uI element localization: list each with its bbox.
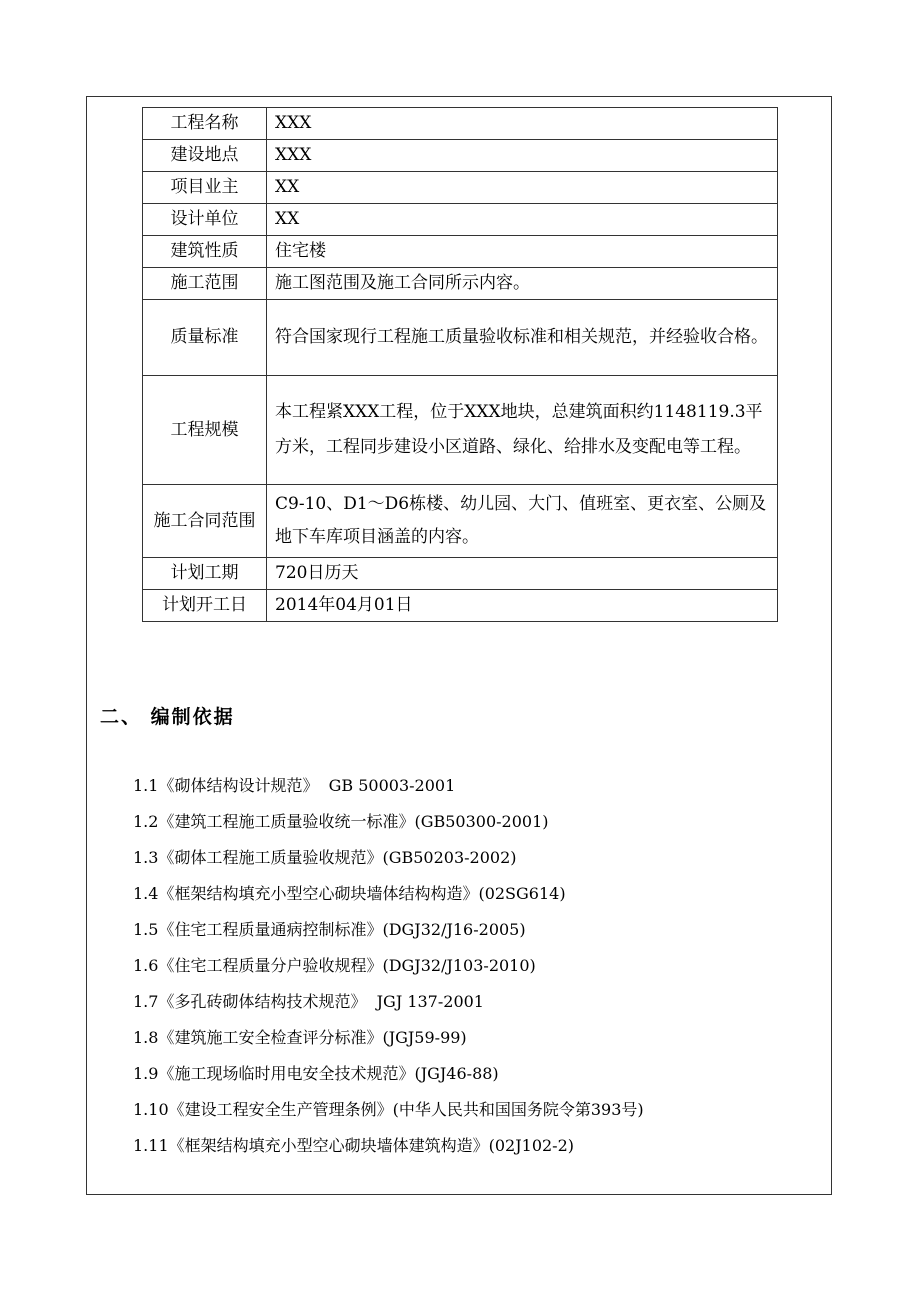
list-item: 1.4《框架结构填充小型空心砌块墙体结构构造》(02SG614) [133, 884, 566, 903]
project-info-table [142, 107, 778, 622]
table-row [143, 300, 778, 376]
row-label: 建筑性质 [143, 236, 267, 268]
table-row [143, 485, 778, 558]
row-label: 工程名称 [143, 108, 267, 140]
list-item: 1.9《施工现场临时用电安全技术规范》(JGJ46-88) [133, 1064, 499, 1083]
row-value: 符合国家现行工程施工质量验收标准和相关规范，并经验收合格。 [267, 300, 778, 376]
list-item: 1.3《砌体工程施工质量验收规范》(GB50203-2002) [133, 848, 517, 867]
row-label: 工程规模 [143, 376, 267, 485]
row-value: XX [267, 172, 778, 204]
table-row [143, 590, 778, 622]
list-item: 1.2《建筑工程施工质量验收统一标准》(GB50300-2001) [133, 812, 549, 831]
table-row [143, 236, 778, 268]
list-item: 1.5《住宅工程质量通病控制标准》(DGJ32/J16-2005) [133, 920, 526, 939]
table-row [143, 204, 778, 236]
list-item: 1.11《框架结构填充小型空心砌块墙体建筑构造》(02J102-2) [133, 1136, 575, 1155]
row-value: 本工程紧XXX工程，位于XXX地块，总建筑面积约1148119.3平方米，工程同步建设小区道路、绿化、给排水及变配电等工程。 [267, 376, 778, 485]
row-value: C9-10、D1～D6栋楼、幼儿园、大门、值班室、更衣室、公厕及地下车库项目涵盖的内容。 [267, 485, 778, 558]
row-label: 质量标准 [143, 300, 267, 376]
row-label: 计划工期 [143, 558, 267, 590]
row-label: 项目业主 [143, 172, 267, 204]
row-label: 施工合同范围 [143, 485, 267, 558]
row-value: XXX [267, 108, 778, 140]
table-row [143, 376, 778, 485]
row-value: 施工图范围及施工合同所示内容。 [267, 268, 778, 300]
table-row [143, 140, 778, 172]
table-row [143, 558, 778, 590]
list-item: 1.1《砌体结构设计规范》 GB 50003-2001 [133, 776, 456, 795]
row-value: XXX [267, 140, 778, 172]
list-item: 1.8《建筑施工安全检查评分标准》(JGJ59-99) [133, 1028, 467, 1047]
list-item: 1.10《建设工程安全生产管理条例》(中华人民共和国国务院令第393号) [133, 1100, 644, 1119]
row-value: 住宅楼 [267, 236, 778, 268]
row-value: 720日历天 [267, 558, 778, 590]
row-label: 建设地点 [143, 140, 267, 172]
section-title: 二、 编制依据 [100, 706, 235, 728]
row-label: 设计单位 [143, 204, 267, 236]
row-value: 2014年04月01日 [267, 590, 778, 622]
row-value: XX [267, 204, 778, 236]
table-row [143, 108, 778, 140]
table-row [143, 268, 778, 300]
table-row [143, 172, 778, 204]
row-label: 计划开工日 [143, 590, 267, 622]
list-item: 1.6《住宅工程质量分户验收规程》(DGJ32/J103-2010) [133, 956, 536, 975]
list-item: 1.7《多孔砖砌体结构技术规范》 JGJ 137-2001 [133, 992, 484, 1011]
row-label: 施工范围 [143, 268, 267, 300]
reference-list [133, 772, 644, 1168]
